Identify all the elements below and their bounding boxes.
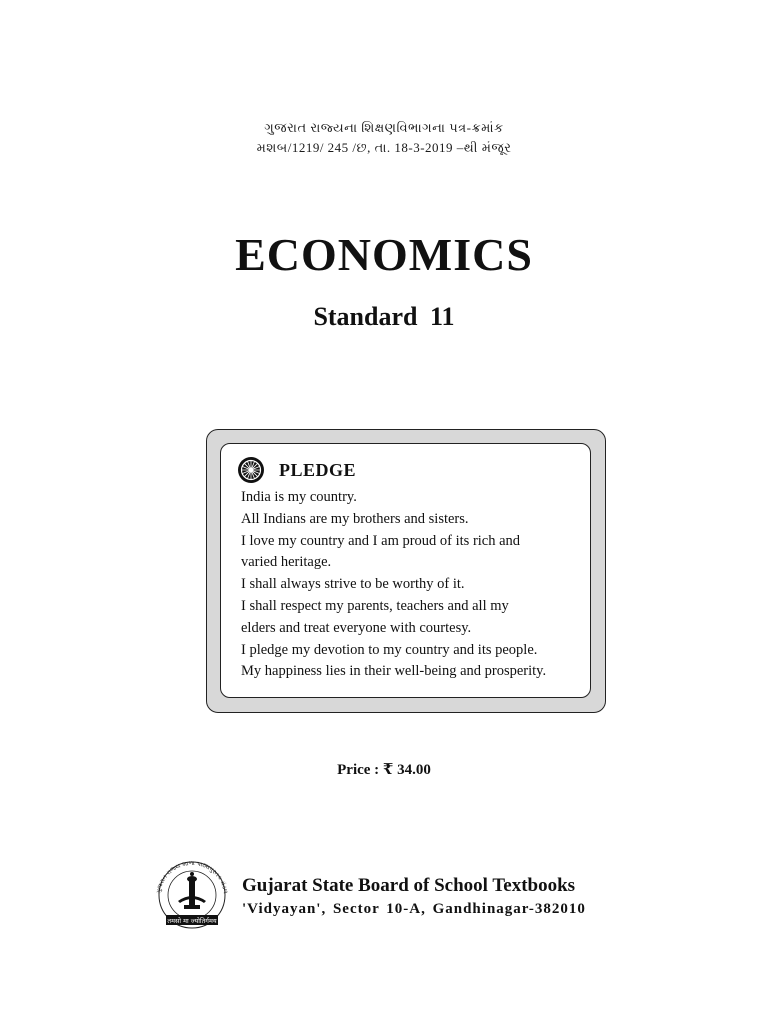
publisher-address: 'Vidyayan', Sector 10-A, Gandhinagar-382010	[242, 901, 586, 917]
pledge-line: India is my country.	[241, 489, 357, 505]
price-label: Price : ₹ 34.00	[337, 762, 431, 778]
pledge-header	[237, 456, 590, 484]
approval-notice	[0, 118, 768, 158]
pledge-line: I love my country and I am proud of its rich and	[241, 532, 521, 549]
board-emblem-icon	[152, 857, 232, 931]
ashoka-chakra-icon	[237, 456, 265, 484]
pledge-text	[241, 487, 590, 683]
pledge-line: My happiness lies in their well-being and prosperity.	[241, 663, 547, 680]
emblem-tagline: तमसो मा ज्योतिर्गमय	[167, 917, 217, 925]
pledge-box	[206, 429, 606, 713]
pledge-line: elders and treat everyone with courtesy.	[241, 619, 472, 636]
standard-label: Standard 11	[313, 302, 455, 331]
approval-line-2: મશબ/1219/ 245 /છ, તા. 18-3-2019 –થી મંજૂર	[256, 140, 512, 155]
pledge-line: All Indians are my brothers and sisters.	[241, 510, 469, 527]
emblem-motto: ગુજરાત રાજ્ય શાળા પાઠ્યપુસ્તક મંડળ	[155, 859, 229, 895]
pledge-panel	[220, 443, 591, 698]
pledge-line: I shall respect my parents, teachers and all my	[241, 597, 509, 614]
pledge-line: I shall always strive to be worthy of it.	[241, 576, 465, 593]
approval-line-1: ગુજરાત રાજ્યના શિક્ષણવિભાગના પત્ર-ક્રમાંક	[264, 120, 504, 135]
book-title: ECONOMICS	[235, 229, 533, 280]
pledge-line: varied heritage.	[241, 554, 332, 571]
pledge-line: I pledge my devotion to my country and its people.	[241, 641, 538, 658]
publisher-name: Gujarat State Board of School Textbooks	[242, 875, 576, 896]
pledge-title: PLEDGE	[279, 459, 357, 480]
